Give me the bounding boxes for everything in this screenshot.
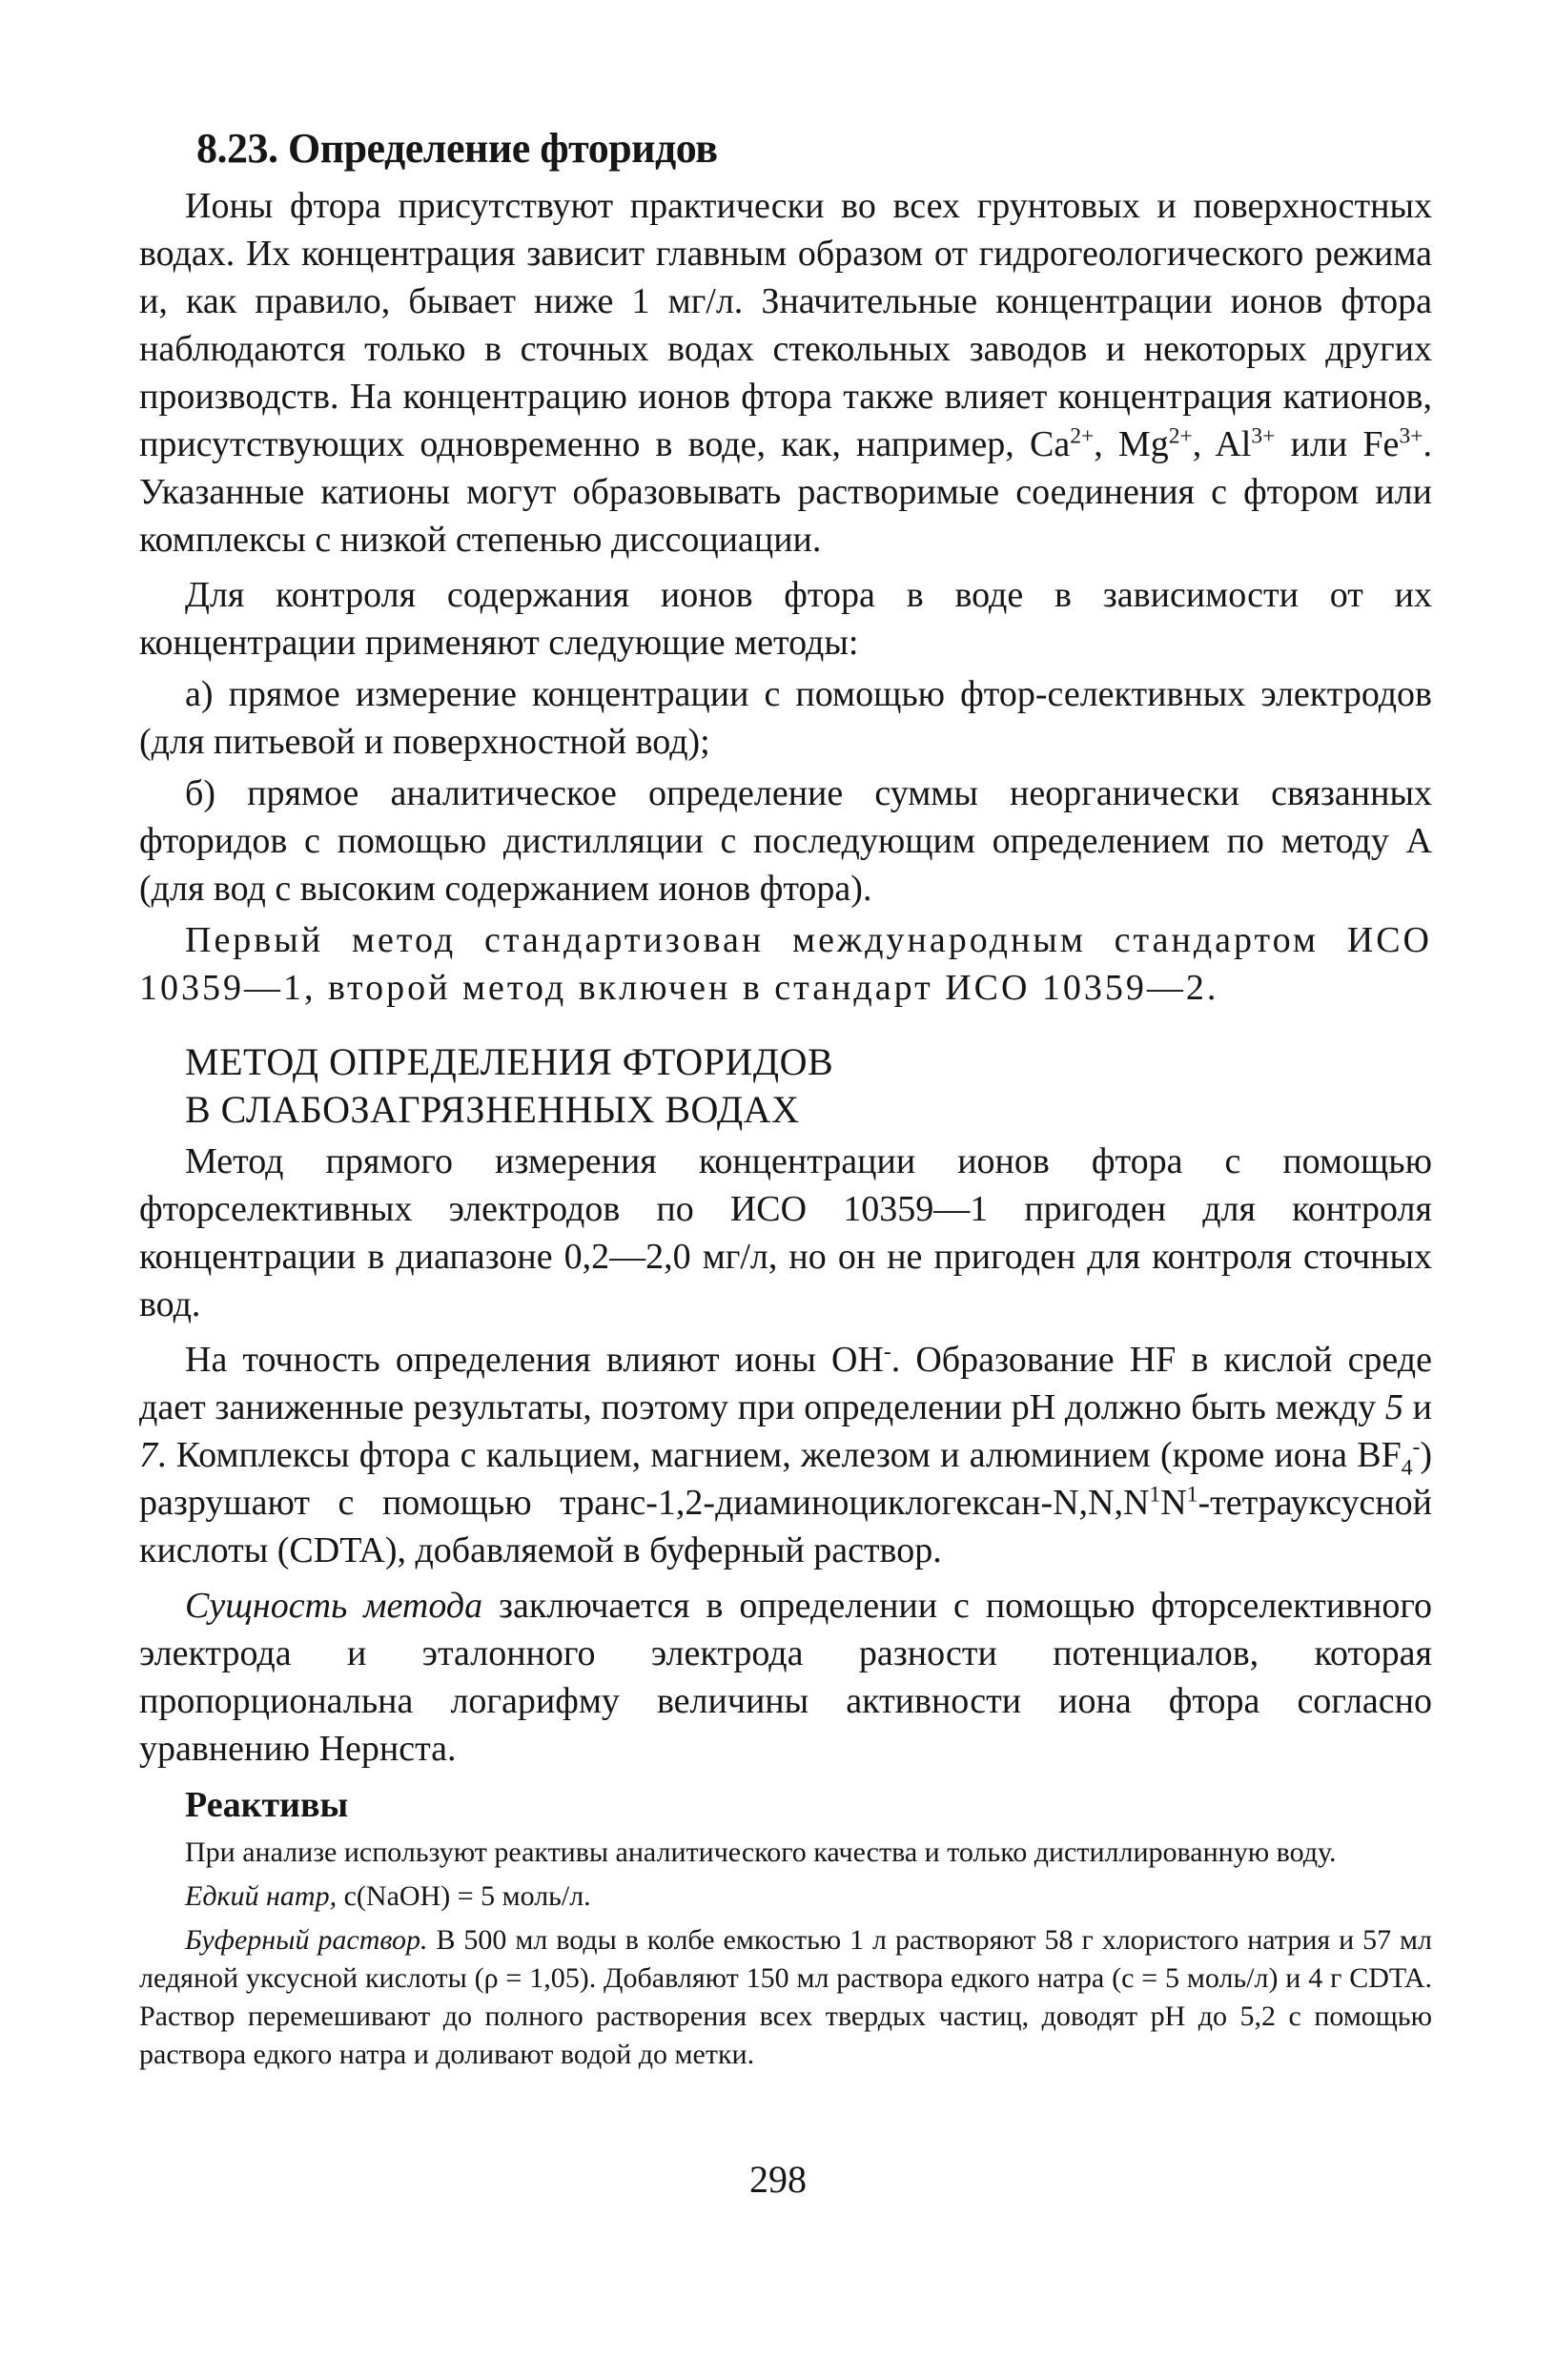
essence-paragraph xyxy=(139,1582,1432,1773)
standards-paragraph: Первый метод стандартизован международным стандартом ИСО 10359—1, второй метод включен в стандарт ИСО 10359—2. xyxy=(139,920,1432,1008)
n-letter: N xyxy=(1160,1483,1187,1523)
section-title-line-1: МЕТОД ОПРЕДЕЛЕНИЯ ФТОРИДОВ xyxy=(185,1040,834,1083)
bf-charge: - xyxy=(1412,1434,1421,1460)
oh-charge: - xyxy=(883,1339,891,1364)
cation-fe-charge: 3+ xyxy=(1399,423,1423,449)
accuracy-text-4: ) разрушают с помощью транс-1,2-диаминоциклогексан-N,N,N xyxy=(139,1435,1432,1523)
buffer-solution-item xyxy=(139,1921,1432,2074)
method-b-item: б) прямое аналитическое определение суммы неорганически связанных фторидов с помощью дистилляции с последующим определением по методу А (для вод с высоким содержанием ионов фтора). xyxy=(139,773,1432,909)
bf-subscript: 4 xyxy=(1401,1455,1413,1481)
cation-ca: Ca xyxy=(1029,424,1071,464)
accuracy-text-2: . Образование HF в кислой среде дает заниженные результаты, поэтому при определении pH должно быть между xyxy=(139,1340,1432,1427)
accuracy-text-5: -тетрауксусной кислоты (CDTA), добавляемой в буферный раствор. xyxy=(139,1483,1432,1570)
ph-upper: 7 xyxy=(139,1435,157,1475)
reagents-heading: Реактивы xyxy=(185,1785,349,1825)
page-content xyxy=(139,124,1432,2080)
essence-text: заключается в определении с помощью фторселективного электрода и эталонного электрода разности потенциалов, которая пропорциональна логарифму величины активности иона фтора согласно уравнению Нернста. xyxy=(139,1586,1432,1769)
cation-fe: или Fe xyxy=(1275,424,1400,464)
n1-superscript-a: 1 xyxy=(1149,1482,1161,1508)
intro-text-1: Ионы фтора присутствуют практически во всех грунтовых и поверхностных водах. Их концентрация зависит главным образом от гидрогеологического режима и, как правило, бывает ниже 1 мг/л. Значительные концентрации ионов фтора наблюдаются только в сточных водах стекольных заводов и некоторых других производств. На концентрацию ионов фтора также влияет концентрация катионов, присутствующих одновременно в воде, как, например, xyxy=(139,186,1432,464)
cation-ca-charge: 2+ xyxy=(1070,423,1095,449)
page-title: 8.23. Определение фторидов xyxy=(196,125,718,172)
section-title-line-2: В СЛАБОЗАГРЯЗНЕННЫХ ВОДАХ xyxy=(185,1088,800,1131)
accuracy-paragraph xyxy=(139,1336,1432,1574)
caustic-text: c(NaOH) = 5 моль/л. xyxy=(337,1880,591,1912)
caustic-soda-item xyxy=(139,1877,1432,1916)
intro-text-2: . Указанные катионы могут образовывать растворимые соединения с фтором или комплексы с низкой степенью диссоциации. xyxy=(139,424,1432,560)
cation-mg-charge: 2+ xyxy=(1168,423,1193,449)
n1-superscript-b: 1 xyxy=(1186,1482,1198,1508)
and-word: и xyxy=(1402,1387,1432,1427)
caustic-label: Едкий натр, xyxy=(185,1880,338,1912)
cation-al: , Al xyxy=(1192,424,1252,464)
intro-paragraph xyxy=(139,182,1432,564)
essence-label: Сущность метода xyxy=(185,1586,483,1626)
method-a-item: а) прямое измерение концентрации с помощью фтор-селективных электродов (для питьевой и поверхностной вод); xyxy=(139,674,1432,762)
page-number: 298 xyxy=(749,2158,807,2201)
cation-mg: , Mg xyxy=(1094,424,1169,464)
method-range-paragraph: Метод прямого измерения концентрации ионов фтора с помощью фторселективных электродов по ИСО 10359—1 пригоден для контроля концентрации в диапазоне 0,2—2,0 мг/л, но он не пригоден для контроля сточных вод. xyxy=(139,1141,1432,1324)
buffer-text: В 500 мл воды в колбе емкостью 1 л растворяют 58 г хлористого натрия и 57 мл ледяной уксусной кислоты (ρ = 1,05). Добавляют 150 мл раствора едкого натра (c = 5 моль/л) и 4 г CDTA. Раствор перемешивают до полного растворения всех твердых частиц, доводят pH до 5,2 с помощью раствора едкого натра и доливают водой до метки. xyxy=(139,1924,1432,2070)
accuracy-text-3: . Комплексы фтора с кальцием, магнием, железом и алюминием (кроме иона BF xyxy=(157,1435,1402,1475)
ph-lower: 5 xyxy=(1384,1387,1403,1427)
buffer-label: Буферный раствор. xyxy=(185,1924,428,1956)
section-title xyxy=(185,1038,1432,1134)
control-methods-intro: Для контроля содержания ионов фтора в воде в зависимости от их концентрации применяют следующие методы: xyxy=(139,575,1432,663)
cation-al-charge: 3+ xyxy=(1251,423,1276,449)
reagents-intro: При анализе используют реактивы аналитического качества и только дистиллированную воду. xyxy=(185,1836,1337,1868)
accuracy-text-1: На точность определения влияют ионы OH xyxy=(185,1340,884,1380)
